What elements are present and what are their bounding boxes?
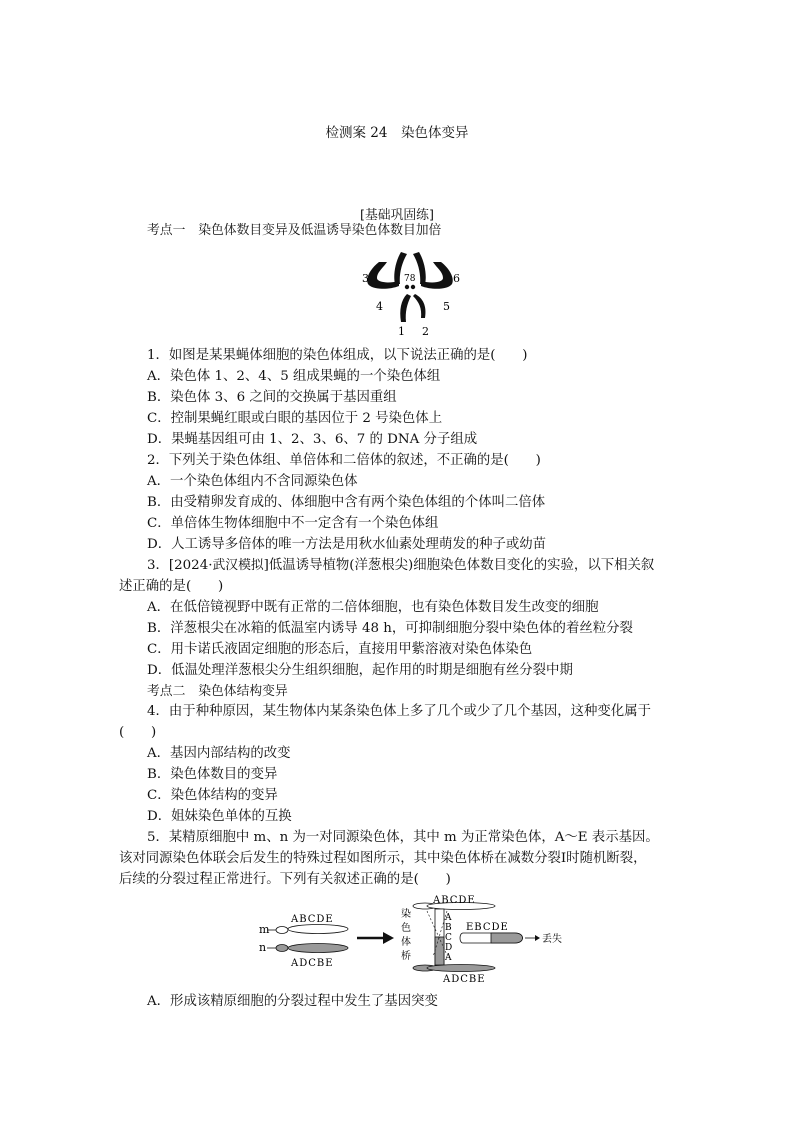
- bridge-gene-1: A: [445, 913, 452, 923]
- q2-stem: 2．下列关于染色体组、单倍体和二倍体的叙述，不正确的是( ): [147, 453, 541, 468]
- q3-option-d: D．低温处理洋葱根尖分生组织细胞，起作用的时期是细胞有丝分裂中期: [147, 663, 573, 678]
- q1-option-d: D．果蝇基因组可由 1、2、3、6、7 的 DNA 分子组成: [147, 432, 478, 447]
- q4-stem-cont: ( ): [119, 725, 157, 740]
- kaodian-1-heading: 考点一 染色体数目变异及低温诱导染色体数目加倍: [147, 223, 442, 238]
- q4-option-c: C．染色体结构的变异: [147, 788, 278, 803]
- label-4: 4: [376, 300, 383, 313]
- kaodian-2-heading: 考点二 染色体结构变异: [147, 684, 288, 699]
- label-2: 2: [422, 325, 429, 338]
- q4-option-d: D．姐妹染色单体的互换: [147, 809, 292, 824]
- fruit-fly-chromosome-figure: [355, 248, 465, 340]
- n-label: n: [259, 941, 267, 954]
- label-5: 5: [443, 300, 450, 313]
- bridge-char-1: 染: [401, 909, 411, 920]
- chromosome-dot-7: [405, 285, 409, 289]
- q3-option-a: A．在低倍镜视野中既有正常的二倍体细胞，也有染色体数目发生改变的细胞: [147, 600, 599, 615]
- bridge-gene-5: A: [445, 953, 452, 963]
- bottom-genes: ADCBE: [443, 974, 486, 985]
- process-arrow: [383, 932, 394, 944]
- lost-label: 丢失: [542, 934, 562, 945]
- section-heading: [基础巩固练]: [360, 208, 434, 223]
- q2-option-a: A．一个染色体组内不含同源染色体: [147, 474, 358, 489]
- chromosome-1: [400, 294, 411, 322]
- q3-option-b: B．洋葱根尖在冰箱的低温室内诱导 48 h，可抑制细胞分裂中染色体的着丝粒分裂: [147, 621, 633, 636]
- q1-stem: 1．如图是某果蝇体细胞的染色体组成，以下说法正确的是( ): [147, 348, 528, 363]
- q4-stem: 4．由于种种原因，某生物体内某条染色体上多了几个或少了几个基因，这种变化属于: [147, 704, 651, 719]
- bridge-gene-4: D: [445, 943, 453, 953]
- q1-option-a: A．染色体 1、2、4、5 组成果蝇的一个染色体组: [147, 369, 441, 384]
- n-genes: ADCBE: [291, 958, 334, 969]
- label-1: 1: [398, 325, 405, 338]
- label-3: 3: [362, 272, 369, 285]
- chromosome-2: [413, 294, 426, 318]
- m-label: m: [259, 923, 270, 936]
- m-genes: ABCDE: [291, 914, 334, 925]
- q4-option-b: B．染色体数目的变异: [147, 767, 278, 782]
- top-genes: ABCDE: [433, 895, 476, 906]
- q4-option-a: A．基因内部结构的改变: [147, 746, 291, 761]
- page-title: 检测案 24 染色体变异: [325, 125, 469, 141]
- q3-source: 武汉模拟: [212, 558, 264, 573]
- bridge-char-3: 体: [401, 937, 411, 948]
- q5-stem: 5．某精原细胞中 m、n 为一对同源染色体，其中 m 为正常染色体，A～E 表示基因。: [147, 830, 659, 845]
- label-78: 78: [404, 274, 416, 284]
- q1-option-c: C．控制果蝇红眼或白眼的基因位于 2 号染色体上: [147, 411, 443, 426]
- q3-stem: 3．[2024·武汉模拟]低温诱导植物(洋葱根尖)细胞染色体数目变化的实验，以下相关叙: [147, 558, 655, 573]
- chromosome-3: [367, 262, 399, 289]
- bridge-char-2: 色: [401, 923, 411, 934]
- q5-option-a: A．形成该精原细胞的分裂过程中发生了基因突变: [147, 994, 438, 1009]
- q2-option-b: B．由受精卵发育成的、体细胞中含有两个染色体组的个体叫二倍体: [147, 495, 546, 510]
- q2-option-d: D．人工诱导多倍体的唯一方法是用秋水仙素处理萌发的种子或幼苗: [147, 537, 547, 552]
- q3-option-c: C．用卡诺氏液固定细胞的形态后，直接用甲紫溶液对染色体染色: [147, 642, 533, 657]
- chromosome-bridge-figure: [255, 893, 595, 989]
- q3-stem-cont: 述正确的是( ): [119, 579, 224, 594]
- chromosome-dot-8: [411, 285, 415, 289]
- fragment-genes: EBCDE: [466, 922, 509, 933]
- q1-option-b: B．染色体 3、6 之间的交换属于基因重组: [147, 390, 397, 405]
- chromosome-6: [421, 262, 453, 289]
- q5-stem-cont-2: 后续的分裂过程正常进行。下列有关叙述正确的是( ): [119, 872, 451, 887]
- bridge-gene-2: B: [445, 923, 452, 933]
- q5-stem-cont-1: 该对同源染色体联会后发生的特殊过程如图所示，其中染色体桥在减数分裂Ⅰ时随机断裂，: [119, 851, 647, 866]
- q2-option-c: C．单倍体生物体细胞中不一定含有一个染色体组: [147, 516, 439, 531]
- bridge-gene-3: C: [445, 933, 452, 943]
- label-6: 6: [453, 272, 460, 285]
- bridge-char-4: 桥: [401, 951, 411, 962]
